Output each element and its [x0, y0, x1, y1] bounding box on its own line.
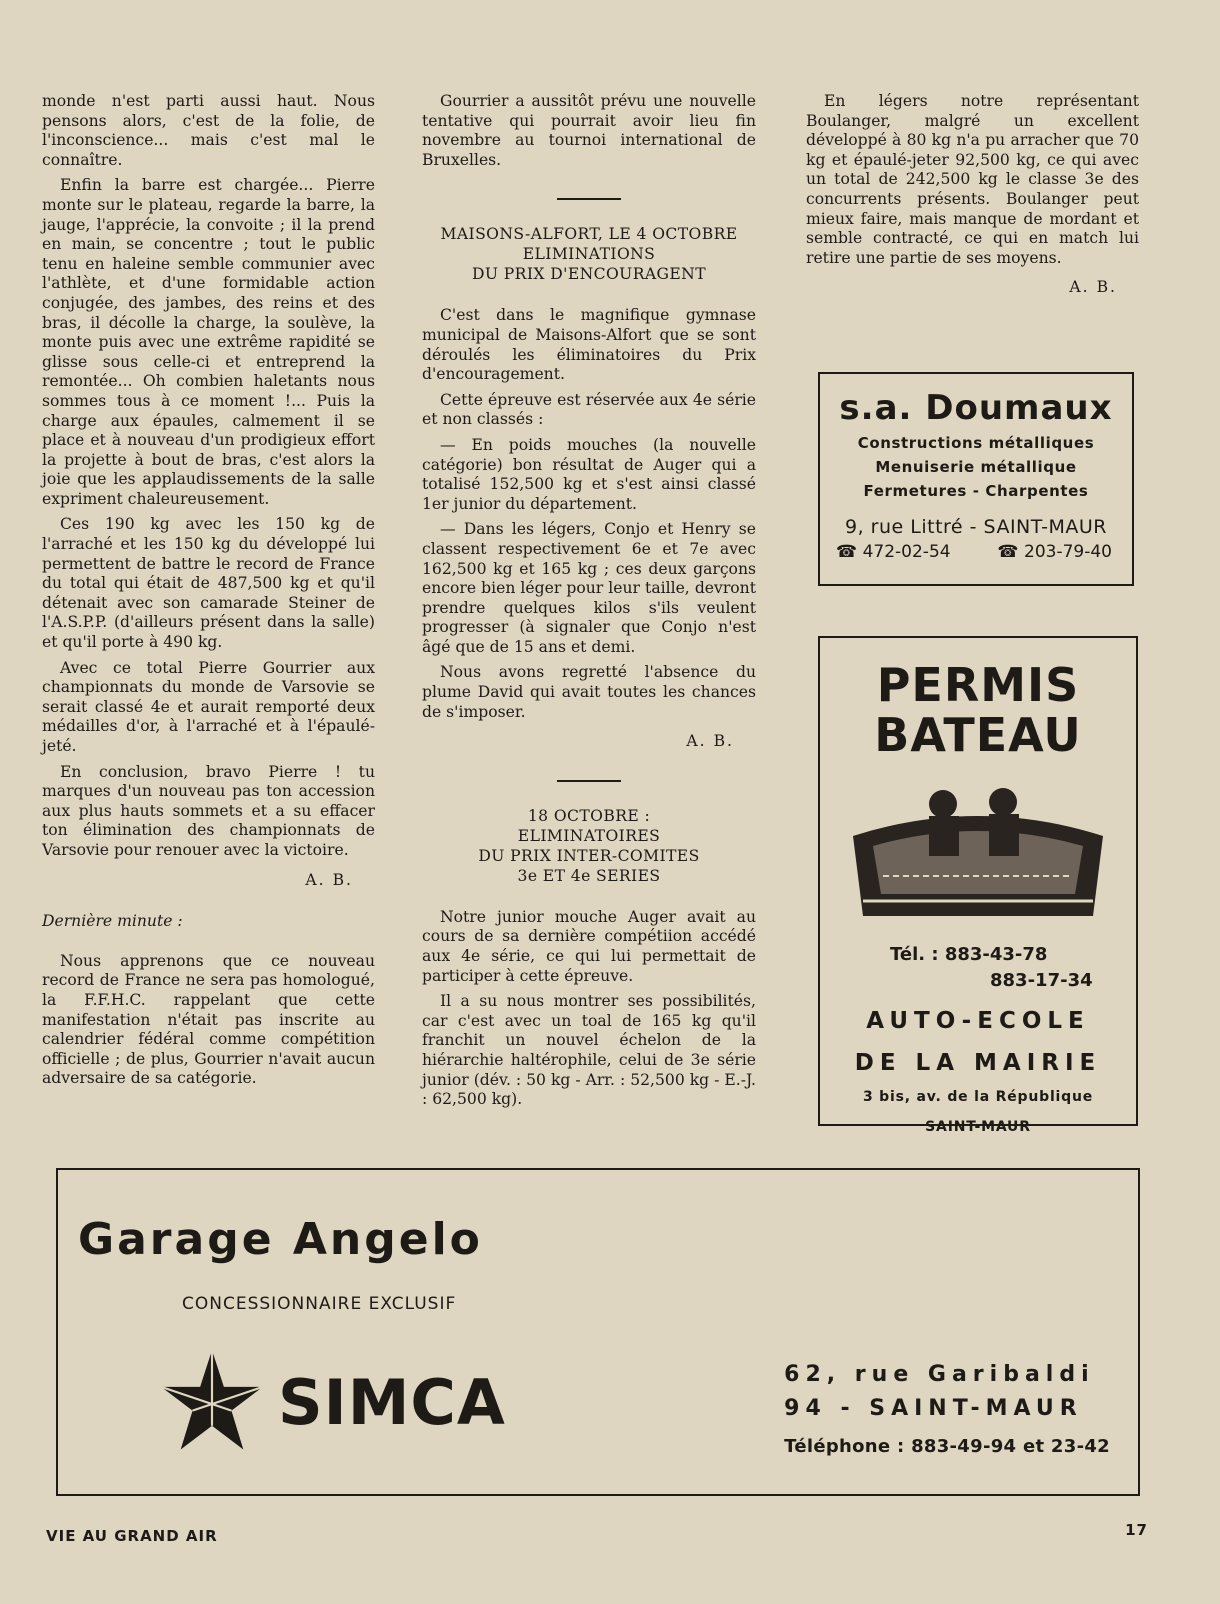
paragraph: Il a su nous montrer ses possibilités, car c'est avec un toal de 165 kg qu'il franchit un nouvel échelon de la hiérarchie haltérophile, celui de 3e série junior (dév. : 50 kg - Arr. : 52,500 kg - E.-J. : 62,500 kg). [422, 992, 756, 1109]
ad-school-name: DE LA MAIRIE [854, 1050, 1102, 1076]
article-column-1 [42, 92, 375, 1095]
ad-address-block [784, 1358, 1110, 1464]
heading-line: 18 OCTOBRE : [527, 806, 651, 825]
paragraph: En conclusion, bravo Pierre ! tu marques d'un nouveau pas ton accession aux plus hauts sommets et a su effacer ton élimination des championnats de Varsovie pour renouer avec la victoire. [42, 762, 375, 859]
paragraph: Gourrier a aussitôt prévu une nouvelle tentative qui pourrait avoir lieu fin novembre au tournoi international de Bruxelles. [422, 92, 756, 169]
ad-make: SIMCA [278, 1366, 506, 1439]
author-signature: A. B. [686, 732, 734, 751]
paragraph: Avec ce total Pierre Gourrier aux championnats du monde de Varsovie se serait classé 4e et aurait remporté deux médailles d'or, à l'arraché et à l'épaulé-jeté. [42, 658, 375, 755]
paragraph: — Dans les légers, Conjo et Henry se classent respectivement 6e et 7e avec 162,500 kg et 165 kg ; ces deux garçons encore bien léger pour leur taille, devront prendre quelques kilos s'ils veulent progresser (à signaler que Conjo n'est âgé que de 15 ans et demi. [422, 520, 756, 656]
paragraph: C'est dans le magnifique gymnase municipal de Maisons-Alfort que se sont déroulés les éliminatoires du Prix d'encouragement. [422, 306, 756, 384]
ad-service-line: Menuiserie métallique [875, 458, 1077, 476]
simca-star-logo-icon [158, 1348, 266, 1456]
advertisement-garage-angelo [56, 1168, 1140, 1496]
heading-line: ELIMINATOIRES [517, 826, 661, 845]
section-divider [557, 780, 621, 782]
paragraph: En légers notre représentant Boulanger, malgré un excellent développé à 80 kg n'a pu arracher que 70 kg et épaulé-jeter 92,500 kg, ce qui avec un total de 242,500 kg le classe 3e des concurrents présents. Boulanger peut mieux faire, mais manque de mordant et semble contracté, ce qui en match lui retire une partie de ses moyens. [806, 92, 1139, 267]
magazine-title: VIE AU GRAND AIR [46, 1527, 218, 1545]
ad-phone: ☎ 472-02-54 [836, 542, 951, 562]
author-signature: A. B. [1069, 278, 1117, 297]
section-divider [557, 198, 621, 200]
paragraph: Ces 190 kg avec les 150 kg de l'arraché et les 150 kg du développé lui permettent de battre le record de France du total qui était de 487,500 kg et qu'il détenait avec son camarade Steiner de l'A.S.P.P. (d'ailleurs présent dans la salle) et qu'il porte à 490 kg. [42, 515, 375, 652]
ad-address: 62, rue Garibaldi [784, 1362, 1095, 1387]
section-heading [422, 224, 756, 284]
paragraph: monde n'est parti aussi haut. Nous pensons alors, c'est de la folie, de l'inconscience... mais c'est mal le connaître. [42, 92, 375, 169]
advertisement-permis-bateau [818, 636, 1138, 1135]
ad-city: SAINT-MAUR [925, 1119, 1031, 1135]
heading-line: DU PRIX D'ENCOURAGENT [471, 265, 706, 284]
ad-headline: BATEAU [874, 708, 1082, 762]
heading-line: 3e ET 4e SERIES [517, 866, 661, 885]
ad-service-line: Constructions métalliques [857, 434, 1095, 452]
section-heading [422, 806, 756, 886]
article-column-2 [422, 92, 756, 1116]
author-signature: A. B. [305, 870, 353, 889]
motorboat-illustration-icon [843, 776, 1113, 926]
ad-phones [820, 538, 1132, 562]
paragraph: Cette épreuve est réservée aux 4e série et non classés : [422, 390, 756, 429]
ad-headline: PERMIS [876, 658, 1080, 712]
ad-tagline: CONCESSIONNAIRE EXCLUSIF [182, 1294, 457, 1314]
ad-telephone: Tél. : 883-43-78 883-17-34 [890, 944, 1093, 991]
telephone-icon: ☎ [997, 542, 1025, 562]
paragraph: Nous apprenons que ce nouveau record de France ne sera pas homologué, la F.F.H.C. rappelant que cette manifestation n'était pas inscrite au calendrier fédéral comme compétition officielle ; de plus, Gourrier n'avait aucun adversaire de sa catégorie. [42, 951, 375, 1088]
heading-line: ELIMINATIONS [522, 245, 656, 264]
ad-brand: s.a. Doumaux [839, 388, 1113, 428]
page-number: 17 [1125, 1521, 1148, 1539]
heading-line: MAISONS-ALFORT, LE 4 OCTOBRE [440, 225, 738, 244]
advertisement-doumaux [818, 372, 1134, 586]
ad-address: 9, rue Littré - SAINT-MAUR [845, 516, 1107, 538]
paragraph: — En poids mouches (la nouvelle catégorie) bon résultat de Auger qui a totalisé 152,500 kg et s'est ainsi classé 1er junior du département. [422, 435, 756, 513]
ad-city: 94 - SAINT-MAUR [784, 1396, 1083, 1421]
paragraph: Nous avons regretté l'absence du plume David qui avait toutes les chances de s'imposer. [422, 663, 756, 721]
paragraph: Notre junior mouche Auger avait au cours de sa dernière compétiion accédé aux 4e série, ce qui lui permettait de participer à cette épreuve. [422, 907, 756, 985]
ad-telephone: Téléphone : 883-49-94 et 23-42 [784, 1436, 1110, 1457]
subheading: Dernière minute : [42, 912, 183, 931]
ad-brand: Garage Angelo [78, 1214, 483, 1265]
heading-line: DU PRIX INTER-COMITES [478, 846, 700, 865]
article-column-3 [806, 92, 1139, 314]
ad-address: 3 bis, av. de la République [862, 1089, 1094, 1105]
paragraph: Enfin la barre est chargée... Pierre monte sur le plateau, regarde la barre, la jauge, l'apprécie, la convoite ; il la prend en main, se concentre ; tout le public tenu en haleine semble communier avec l'athlète, et d'une formidable action conjugée, des jambes, des reins et des bras, il décolle la charge, la soulève, la monte puis avec une extrême rapidité se glisse sous celle-ci et entreprend la remontée... Oh combien haletants nous sommes tous à ce moment !... Puis la charge aux épaules, calmement il se place et à nouveau d'un prodigieux effort la projette à bout de bras, c'est alors la joie que les applaudissements de la salle expriment chaleureusement. [42, 176, 375, 508]
ad-phone: ☎ 203-79-40 [997, 542, 1112, 562]
ad-school-name: AUTO-ECOLE [866, 1008, 1090, 1034]
ad-service-line: Fermetures - Charpentes [863, 482, 1089, 500]
telephone-icon: ☎ [836, 542, 863, 562]
